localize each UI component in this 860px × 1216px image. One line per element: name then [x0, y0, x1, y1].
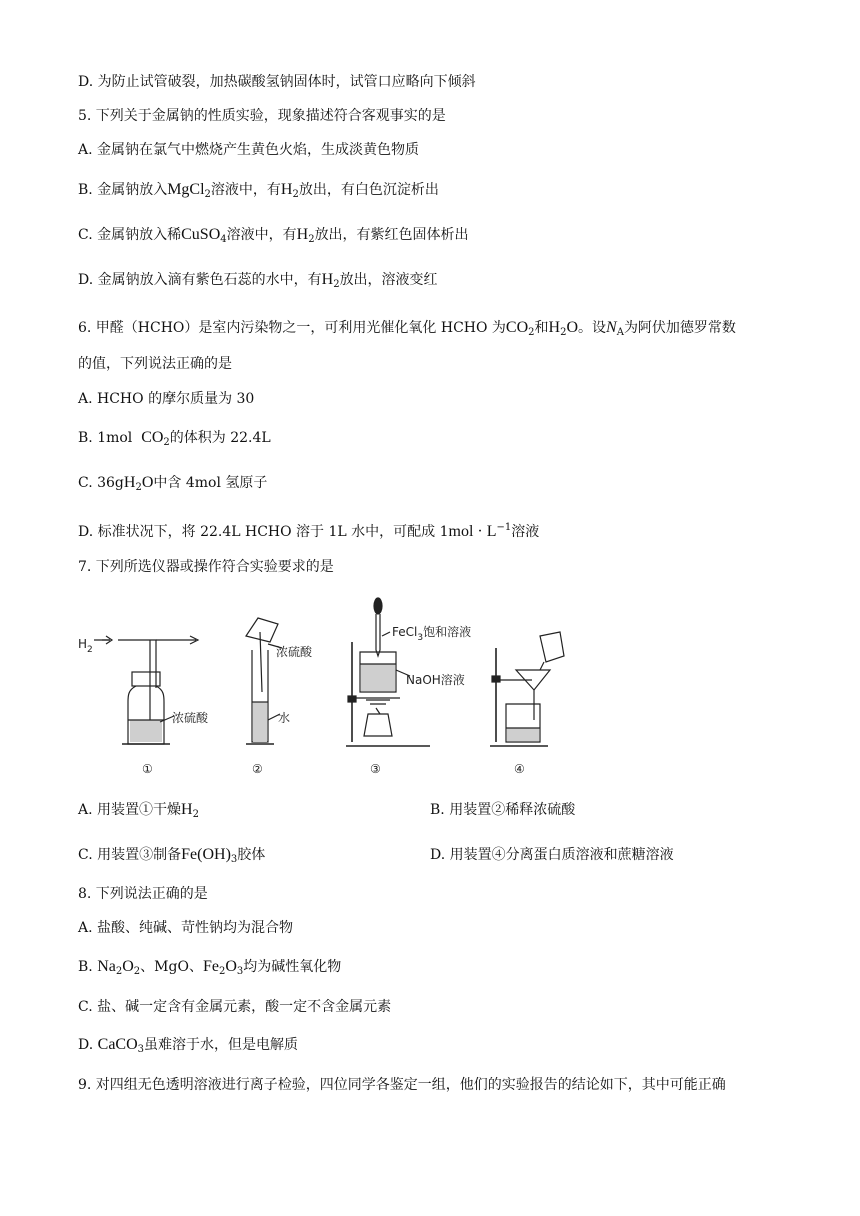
apparatus-3 [346, 598, 471, 776]
q6-option-a: A. HCHO 的摩尔质量为 30 [78, 391, 255, 407]
svg-text:水: 水 [278, 711, 291, 725]
svg-text:NaOH溶液: NaOH溶液 [406, 673, 465, 687]
svg-text:FeCl3饱和溶液: FeCl$_3$饱和溶液 [392, 625, 472, 643]
q7-option-b: B. 用装置②稀释浓硫酸 [430, 802, 576, 818]
q8-option-a: A. 盐酸、纯碱、苛性钠均为混合物 [78, 920, 294, 936]
svg-text:①: ① [142, 762, 153, 776]
q7-stem: 7. 下列所选仪器或操作符合实验要求的是 [78, 559, 334, 575]
q5-option-c: C. 金属钠放入稀CuSO$_4$溶液中，有$H_2$放出，有紫红色固体析出 [78, 226, 469, 245]
svg-text:浓硫酸: 浓硫酸 [276, 645, 313, 659]
apparatus-2 [246, 618, 313, 776]
q5-stem: 5. 下列关于金属钠的性质实验，现象描述符合客观事实的是 [78, 108, 446, 124]
q8-option-d: D. CaCO$_3$虽难溶于水，但是电解质 [78, 1036, 299, 1055]
svg-text:②: ② [252, 762, 263, 776]
svg-text:浓硫酸: 浓硫酸 [172, 711, 209, 725]
q6-stem-line2: 的值，下列说法正确的是 [78, 356, 232, 372]
q6-stem-line1: 6. 甲醛（HCHO）是室内污染物之一，可利用光催化氧化 HCHO 为$CO_2$和$H_2O$。设$N_A$为阿伏加德罗常数 [78, 319, 736, 338]
q9-stem: 9. 对四组无色透明溶液进行离子检验，四位同学各鉴定一组，他们的实验报告的结论如下，其中可能正确 [78, 1077, 726, 1093]
q4-option-d: D. 为防止试管破裂，加热碳酸氢钠固体时，试管口应略向下倾斜 [78, 74, 476, 90]
apparatus-4 [490, 632, 564, 776]
q8-option-c: C. 盐、碱一定含有金属元素，酸一定不含金属元素 [78, 999, 392, 1015]
q7-apparatus-figure [70, 592, 630, 782]
q8-option-b: B. $Na_2O_2$、MgO、$Fe_2O_3$均为碱性氧化物 [78, 958, 342, 977]
apparatus-1 [78, 636, 209, 776]
q6-option-d: D. 标准状况下，将 22.4L HCHO 溶于 1L 水中，可配成 $1mol \cdot L^{-1}$溶液 [78, 522, 540, 540]
q6-option-b: B. 1mol $CO_2$的体积为 22.4L [78, 429, 271, 448]
svg-text:③: ③ [370, 762, 381, 776]
svg-text:④: ④ [514, 762, 525, 776]
q5-option-a: A. 金属钠在氯气中燃烧产生黄色火焰，生成淡黄色物质 [78, 142, 420, 158]
q7-option-a: A. 用装置①干燥$H_2$ [78, 801, 199, 820]
q7-option-d: D. 用装置④分离蛋白质溶液和蔗糖溶液 [430, 847, 674, 863]
q5-option-d: D. 金属钠放入滴有紫色石蕊的水中，有$H_2$放出，溶液变红 [78, 271, 438, 290]
q8-stem: 8. 下列说法正确的是 [78, 886, 208, 902]
q7-option-c: C. 用装置③制备$Fe(OH)_3$胶体 [78, 846, 266, 865]
q6-option-c: C. $36gH_2O$中含 4mol 氢原子 [78, 474, 268, 493]
q5-option-b: B. 金属钠放入MgCl$_2$溶液中，有$H_2$放出，有白色沉淀析出 [78, 181, 439, 200]
svg-text:H2: $H_2$ [78, 637, 93, 655]
